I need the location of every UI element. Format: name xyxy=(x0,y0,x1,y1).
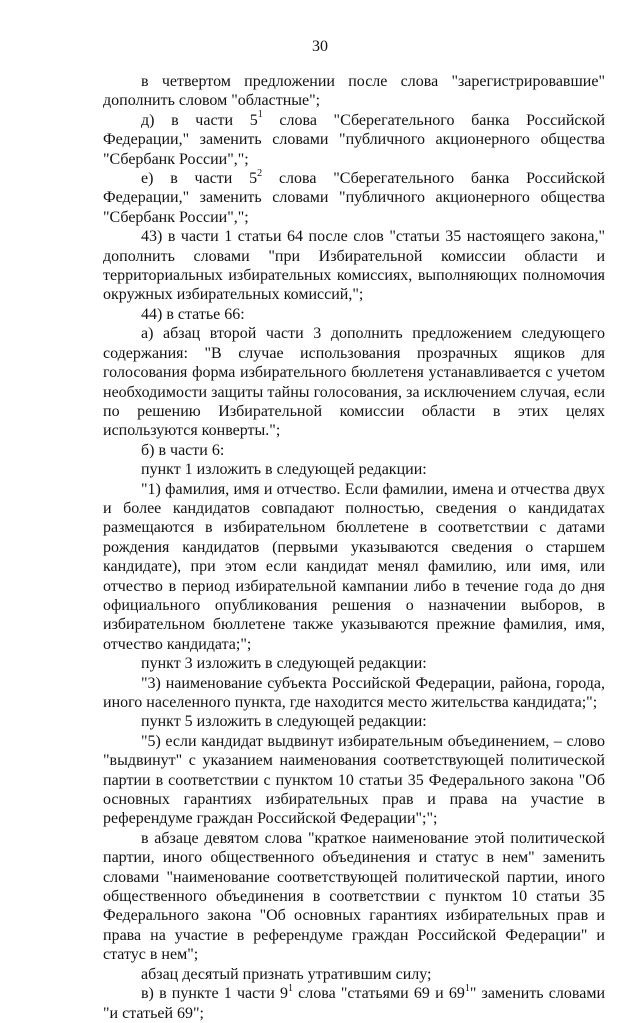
paragraph-text: в абзаце девятом слова "краткое наименование этой политической партии, иного общественного объединения и статус в нем" заменить словами "наименование соответствующей политической партии, иного общественного объединения в соответствии с пунктом 10 статьи 35 Федерального закона "Об основных гарантиях избирательных прав и права на участие в референдуме граждан Российской Федерации" и статус в нем"; xyxy=(103,829,605,964)
paragraph-text: а) абзац второй части 3 дополнить предложением следующего содержания: "В случае использования прозрачных ящиков для голосования форма избирательного бюллетеня устанавливается с учетом необходимости защиты тайны голосования, за исключением случая, если по решению Избирательной комиссии области в этих целях используются конверты."; xyxy=(103,325,605,440)
paragraph xyxy=(103,984,605,1023)
paragraph-text: 44) в статье 66: xyxy=(141,305,245,323)
paragraph-text: в) в пункте 1 части 9 xyxy=(141,985,288,1003)
paragraph-text: абзац десятый признать утратившим силу; xyxy=(141,965,432,983)
document-body xyxy=(103,72,605,1023)
paragraph xyxy=(103,965,605,984)
paragraph xyxy=(103,169,605,227)
paragraph xyxy=(103,305,605,324)
page-number: 30 xyxy=(312,38,328,55)
paragraph-text: в четвертом предложении после слова "зарегистрировавшие" дополнить словом "областные"; xyxy=(103,73,605,110)
paragraph-text: слова "Сберегательного банка Российской Федерации," заменить словами "публичного акционерного общества "Сбербанк России","; xyxy=(103,170,606,226)
paragraph-text: "1) фамилия, имя и отчество. Если фамилии, имена и отчества двух и более кандидатов совпадают полностью, сведения о кандидатах размещаются в избирательном бюллетене в соответствии с датами рождения кандидатов (первыми указываются сведения о старшем кандидате), при этом если кандидат менял фамилию, или имя, или отчество в период избирательной кампании либо в течение года до дня официального опубликования решения о назначении выборов, в избирательном бюллетене также указываются прежние фамилия, имя, отчество кандидата;"; xyxy=(103,480,605,653)
superscript: 1 xyxy=(257,109,263,121)
paragraph-text: пункт 3 изложить в следующей редакции: xyxy=(141,655,427,673)
paragraph xyxy=(103,732,605,829)
paragraph xyxy=(103,712,605,731)
paragraph xyxy=(103,654,605,673)
superscript: 1 xyxy=(287,982,293,994)
paragraph-text: слова "Сберегательного банка Российской Федерации," заменить словами "публичного акционерного общества "Сбербанк России","; xyxy=(103,111,606,168)
paragraph-text: е) в части 5 xyxy=(141,170,258,188)
paragraph-text: пункт 1 изложить в следующей редакции: xyxy=(141,461,427,479)
superscript: 1 xyxy=(464,982,470,994)
paragraph xyxy=(103,829,605,965)
paragraph-text: д) в части 5 xyxy=(141,111,258,129)
paragraph xyxy=(103,111,605,169)
paragraph-text: 43) в части 1 статьи 64 после слов "статьи 35 настоящего закона," дополнить словами "при Избирательной комиссии области и территориальных избирательных комиссиях, выполняющих полномочия окружных избирательных комиссий,"; xyxy=(103,228,605,304)
paragraph-text: " заменить словами "и статьей 69"; xyxy=(103,985,606,1022)
paragraph xyxy=(103,441,605,460)
paragraph xyxy=(103,674,605,713)
paragraph xyxy=(103,72,605,111)
paragraph-text: пункт 5 изложить в следующей редакции: xyxy=(141,713,427,731)
paragraph xyxy=(103,324,605,440)
superscript: 2 xyxy=(257,167,263,179)
paragraph-text: "5) если кандидат выдвинут избирательным объединением, – слово "выдвинут" с указанием наименования соответствующей политической партии в соответствии с пунктом 10 статьи 35 Федерального закона "Об основных гарантиях избирательных прав и права на участие в референдуме граждан Российской Федерации";"; xyxy=(103,732,605,828)
paragraph-text: б) в части 6: xyxy=(141,441,225,459)
paragraph-text: "3) наименование субъекта Российской Федерации, района, города, иного населенного пункта, где находится место жительства кандидата;"; xyxy=(103,674,605,711)
paragraph-text: слова "статьями 69 и 69 xyxy=(292,985,465,1003)
paragraph xyxy=(103,480,605,655)
paragraph xyxy=(103,227,605,305)
paragraph xyxy=(103,460,605,479)
